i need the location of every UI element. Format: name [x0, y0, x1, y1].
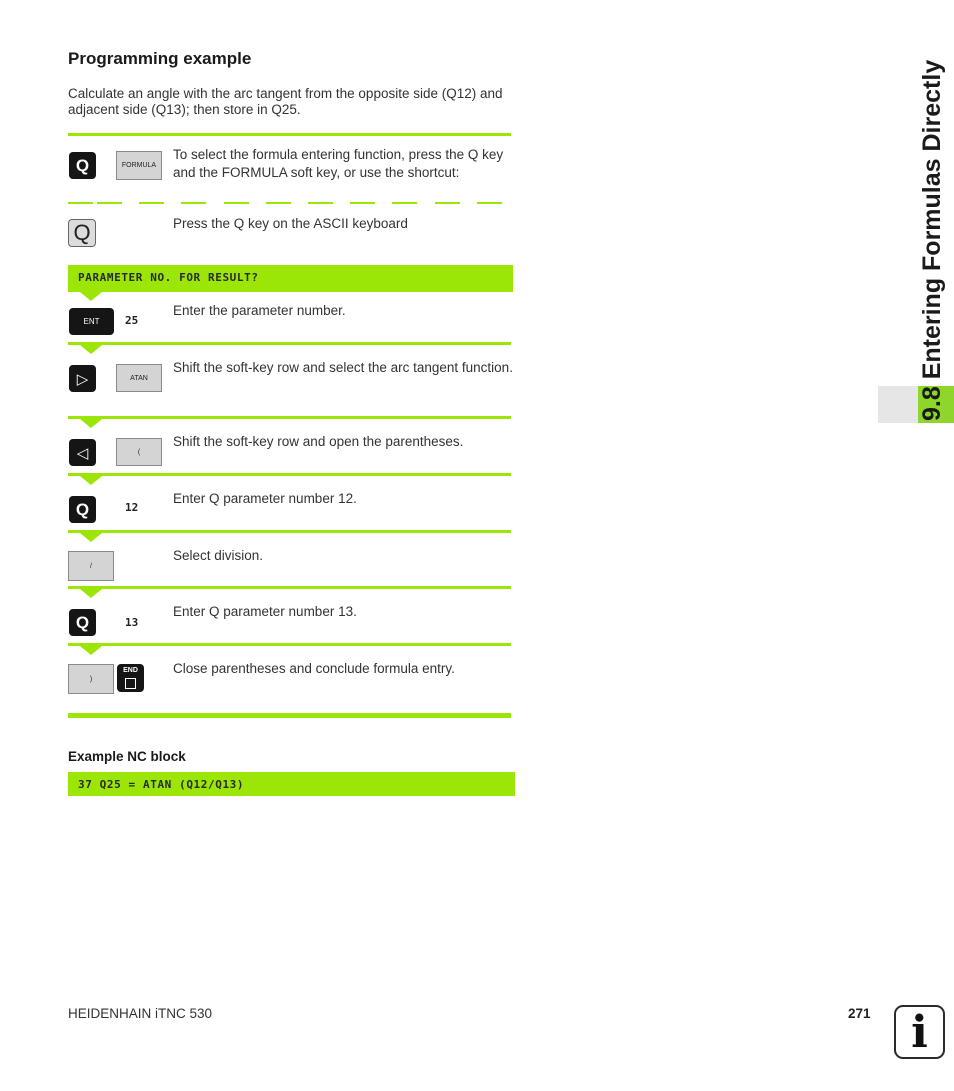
- divider: [68, 342, 511, 345]
- step-arrow-icon: [80, 476, 102, 485]
- divider: [68, 643, 511, 646]
- dash-separator: [435, 202, 460, 204]
- step-arrow-icon: [80, 533, 102, 542]
- parameter-value: 13: [125, 616, 139, 629]
- dash-separator: [477, 202, 502, 204]
- divider: [68, 530, 511, 533]
- step-9-text: Close parentheses and conclude formula entry.: [173, 661, 455, 676]
- dialog-prompt-text: PARAMETER NO. FOR RESULT?: [78, 271, 259, 284]
- left-arrow-key-icon[interactable]: ◁: [69, 439, 96, 466]
- parameter-value: 12: [125, 501, 139, 514]
- end-key-label: END: [123, 667, 138, 674]
- dialog-prompt: [68, 265, 513, 292]
- step-arrow-icon: [80, 646, 102, 655]
- nc-block-text: 37 Q25 = ATAN (Q12/Q13): [78, 778, 245, 791]
- step-arrow-icon: [80, 419, 102, 428]
- chapter-tab-shadow: [878, 386, 918, 423]
- parameter-value: 25: [125, 314, 139, 327]
- dash-separator: [350, 202, 375, 204]
- footer-product: HEIDENHAIN iTNC 530: [68, 1006, 213, 1021]
- example-heading: Example NC block: [68, 749, 186, 764]
- intro-paragraph: Calculate an angle with the arc tangent from the opposite side (Q12) and adjacent side (Q13); then store in Q25.: [68, 86, 503, 117]
- step-8-text: Enter Q parameter number 13.: [173, 604, 357, 619]
- dash-separator: [392, 202, 417, 204]
- close-paren-softkey[interactable]: ): [68, 664, 114, 694]
- chapter-title: 9.8 Entering Formulas Directly: [918, 59, 946, 421]
- right-arrow-key-icon[interactable]: ▷: [69, 365, 96, 392]
- dash-separator: [308, 202, 333, 204]
- page-title: Programming example: [68, 49, 252, 68]
- step-4-text: Shift the soft-key row and select the arc tangent function.: [173, 360, 513, 375]
- dash-separator: [266, 202, 291, 204]
- divider: [68, 133, 511, 136]
- step-arrow-icon: [80, 589, 102, 598]
- step-6-text: Enter Q parameter number 12.: [173, 491, 357, 506]
- step-arrow-icon: [80, 292, 102, 301]
- ent-key[interactable]: ENT: [69, 308, 114, 335]
- dash-separator: [68, 202, 93, 204]
- open-paren-softkey[interactable]: (: [116, 438, 162, 466]
- step-arrow-icon: [80, 345, 102, 354]
- step-2-text: Press the Q key on the ASCII keyboard: [173, 216, 408, 231]
- ascii-q-key[interactable]: Q: [68, 219, 96, 247]
- step-3-text: Enter the parameter number.: [173, 303, 346, 318]
- dash-separator: [224, 202, 249, 204]
- info-icon: [894, 1005, 945, 1059]
- info-icon-glyph: i: [911, 1007, 928, 1058]
- formula-softkey[interactable]: FORMULA: [116, 151, 162, 180]
- divider: [68, 713, 511, 718]
- end-key[interactable]: [117, 664, 144, 692]
- dash-separator: [181, 202, 206, 204]
- step-5-text: Shift the soft-key row and open the parentheses.: [173, 434, 464, 449]
- page-number: 271: [848, 1006, 871, 1021]
- dash-separator: [97, 202, 122, 204]
- divide-softkey[interactable]: /: [68, 551, 114, 581]
- nc-block: [68, 772, 515, 796]
- q-key[interactable]: Q: [69, 152, 96, 179]
- divider: [68, 473, 511, 476]
- q-key[interactable]: Q: [69, 496, 96, 523]
- square-icon: [125, 678, 136, 689]
- divider: [68, 586, 511, 589]
- step-7-text: Select division.: [173, 548, 264, 563]
- divider: [68, 416, 511, 419]
- atan-softkey[interactable]: ATAN: [116, 364, 162, 392]
- dash-separator: [139, 202, 164, 204]
- q-key[interactable]: Q: [69, 609, 96, 636]
- step-1-text: To select the formula entering function, press the Q key and the FORMULA soft key, or use the shortcut:: [173, 147, 504, 180]
